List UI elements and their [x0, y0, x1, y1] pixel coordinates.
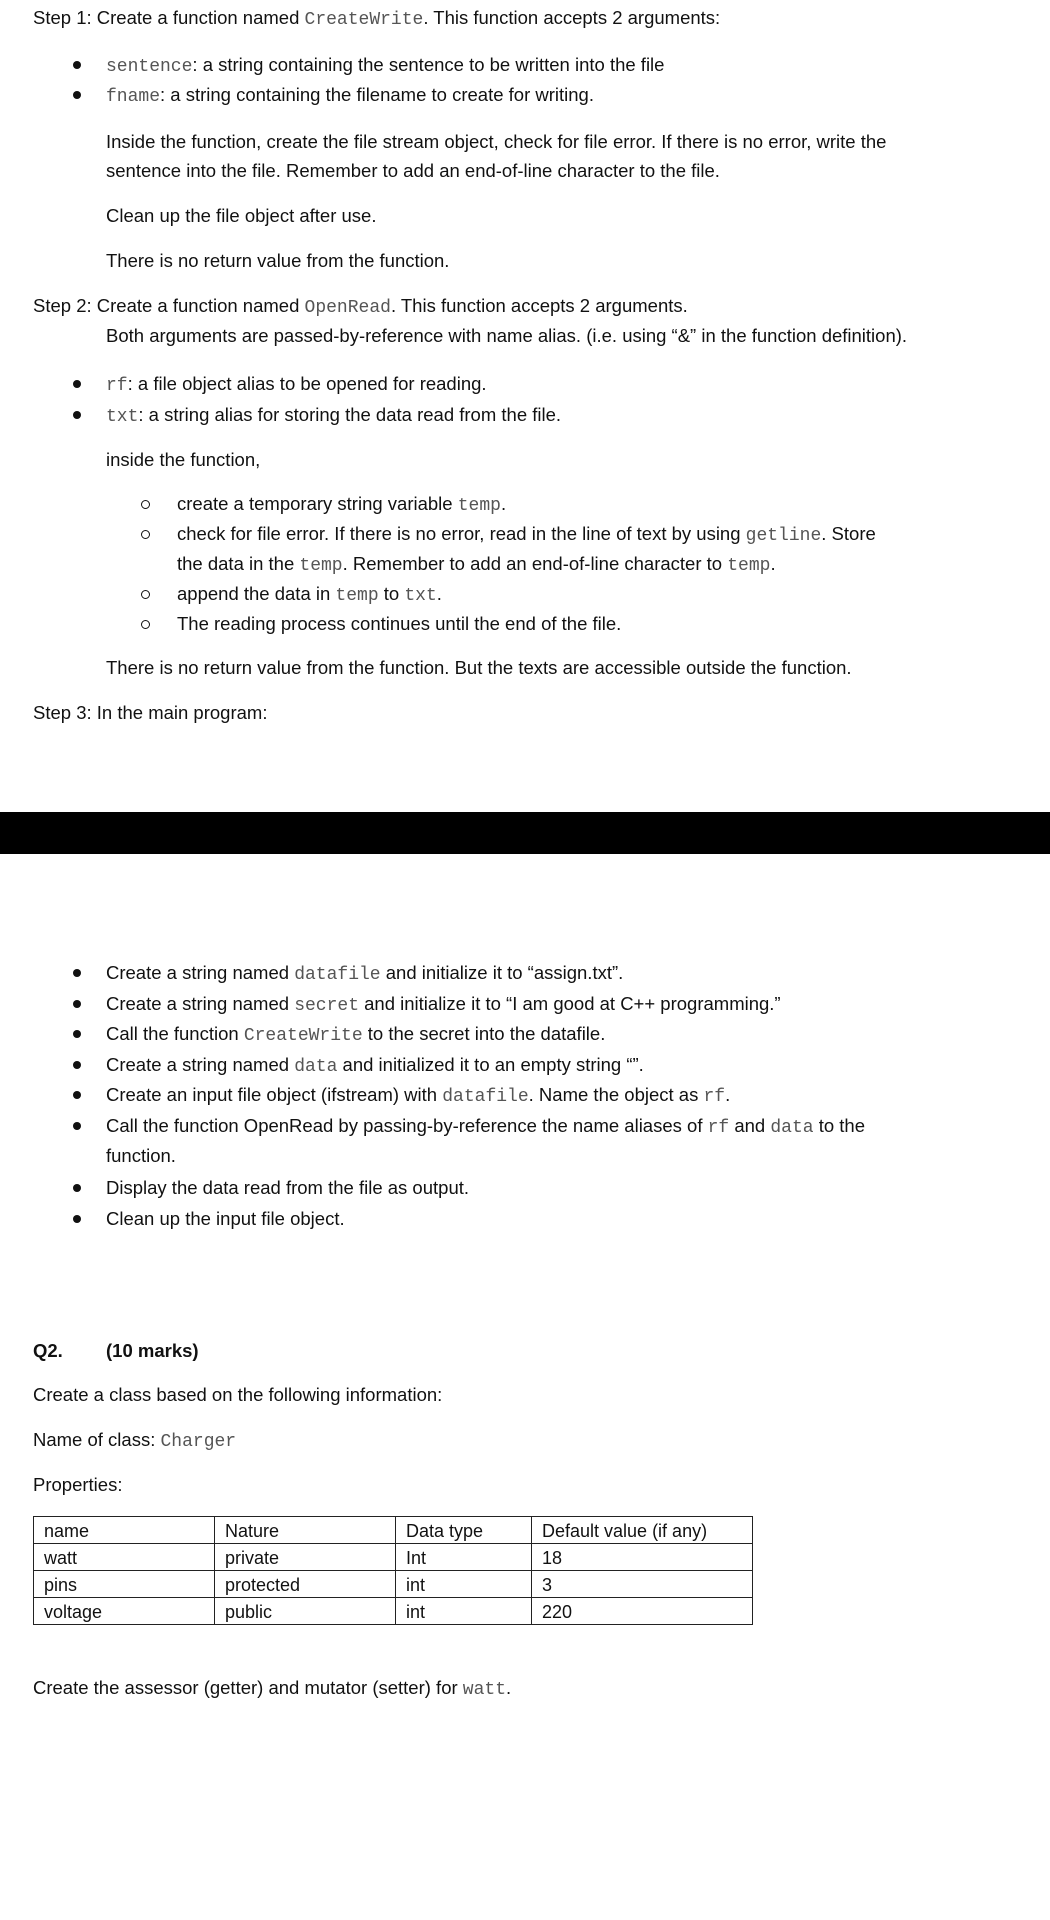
table-cell: 3	[532, 1571, 753, 1598]
step1-arg-fname: fname: a string containing the filename to create for writing.	[106, 84, 594, 107]
bullet-icon	[73, 1184, 81, 1192]
step2-inside: inside the function,	[106, 449, 261, 470]
step1-title: Step 1: Create a function named CreateWrite. This function accepts 2 arguments:	[33, 7, 721, 30]
redaction-bar	[0, 812, 1050, 854]
step2-arg-rf: rf: a file object alias to be opened for reading.	[106, 373, 487, 396]
q2-marks: (10 marks)	[106, 1340, 199, 1361]
circle-bullet-icon	[141, 530, 150, 539]
table-row	[34, 1598, 753, 1625]
table-cell: pins	[34, 1571, 215, 1598]
step2-subtitle: Both arguments are passed-by-reference with name alias. (i.e. using “&” in the function definition).	[106, 325, 908, 346]
table-cell: int	[396, 1598, 532, 1625]
step3-item-2: Create a string named secret and initialize it to “I am good at C++ programming.”	[106, 993, 781, 1016]
q2-properties-label: Properties:	[33, 1474, 123, 1495]
bullet-icon	[73, 1122, 81, 1130]
step3-title: Step 3: In the main program:	[33, 702, 268, 723]
step2-closing: There is no return value from the function. But the texts are accessible outside the function.	[106, 657, 852, 678]
bullet-icon	[73, 411, 81, 419]
step3-item-6-line1: Call the function OpenRead by passing-by-reference the name aliases of rf and data to the	[106, 1115, 866, 1138]
table-cell: 220	[532, 1598, 753, 1625]
circle-bullet-icon	[141, 500, 150, 509]
step2-sub2-line1: check for file error. If there is no error, read in the line of text by using getline. Store	[177, 523, 876, 546]
step1-para3: There is no return value from the function.	[106, 250, 450, 271]
bullet-icon	[73, 91, 81, 99]
table-header-cell: Nature	[215, 1517, 396, 1544]
step3-item-7: Display the data read from the file as output.	[106, 1177, 470, 1198]
bullet-icon	[73, 380, 81, 388]
step3-item-1: Create a string named datafile and initialize it to “assign.txt”.	[106, 962, 624, 985]
step2-arg-txt: txt: a string alias for storing the data read from the file.	[106, 404, 562, 427]
table-cell: 18	[532, 1544, 753, 1571]
bullet-icon	[73, 1215, 81, 1223]
table-cell: public	[215, 1598, 396, 1625]
circle-bullet-icon	[141, 620, 150, 629]
step2-title: Step 2: Create a function named OpenRead. This function accepts 2 arguments.	[33, 295, 688, 318]
table-header-cell: Default value (if any)	[532, 1517, 753, 1544]
table-cell: private	[215, 1544, 396, 1571]
table-row	[34, 1544, 753, 1571]
table-cell: voltage	[34, 1598, 215, 1625]
properties-table	[33, 1516, 753, 1625]
bullet-icon	[73, 1000, 81, 1008]
step1-arg-sentence: sentence: a string containing the sentence to be written into the file	[106, 54, 665, 77]
table-header-cell: name	[34, 1517, 215, 1544]
circle-bullet-icon	[141, 590, 150, 599]
step3-item-5: Create an input file object (ifstream) with datafile. Name the object as rf.	[106, 1084, 731, 1107]
step2-sub2-line2: the data in the temp. Remember to add an end-of-line character to temp.	[177, 553, 776, 576]
bullet-icon	[73, 61, 81, 69]
step1-para1-line1: Inside the function, create the file stream object, check for file error. If there is no error, write the	[106, 131, 887, 152]
bullet-icon	[73, 1091, 81, 1099]
step1-para2: Clean up the file object after use.	[106, 205, 377, 226]
step3-item-3: Call the function CreateWrite to the secret into the datafile.	[106, 1023, 606, 1046]
q2-final-instruction: Create the assessor (getter) and mutator (setter) for watt.	[33, 1677, 512, 1700]
table-header-row	[34, 1517, 753, 1544]
table-row	[34, 1571, 753, 1598]
q2-label: Q2.	[33, 1340, 63, 1361]
bullet-icon	[73, 1030, 81, 1038]
table-header-cell: Data type	[396, 1517, 532, 1544]
step3-item-6-line2: function.	[106, 1145, 176, 1166]
bullet-icon	[73, 1061, 81, 1069]
open-read-code: OpenRead	[304, 298, 391, 318]
step1-para1-line2: sentence into the file. Remember to add an end-of-line character to the file.	[106, 160, 720, 181]
step2-sub1: create a temporary string variable temp.	[177, 493, 507, 516]
table-cell: Int	[396, 1544, 532, 1571]
step3-item-8: Clean up the input file object.	[106, 1208, 345, 1229]
bullet-icon	[73, 969, 81, 977]
q2-intro: Create a class based on the following information:	[33, 1384, 443, 1405]
table-cell: watt	[34, 1544, 215, 1571]
q2-class-name: Name of class: Charger	[33, 1429, 237, 1452]
table-cell: protected	[215, 1571, 396, 1598]
charger-code: Charger	[160, 1432, 237, 1452]
step2-sub3: append the data in temp to txt.	[177, 583, 442, 606]
table-cell: int	[396, 1571, 532, 1598]
step3-item-4: Create a string named data and initialized it to an empty string “”.	[106, 1054, 644, 1077]
step2-sub4: The reading process continues until the end of the file.	[177, 613, 622, 634]
create-write-code: CreateWrite	[304, 10, 424, 30]
